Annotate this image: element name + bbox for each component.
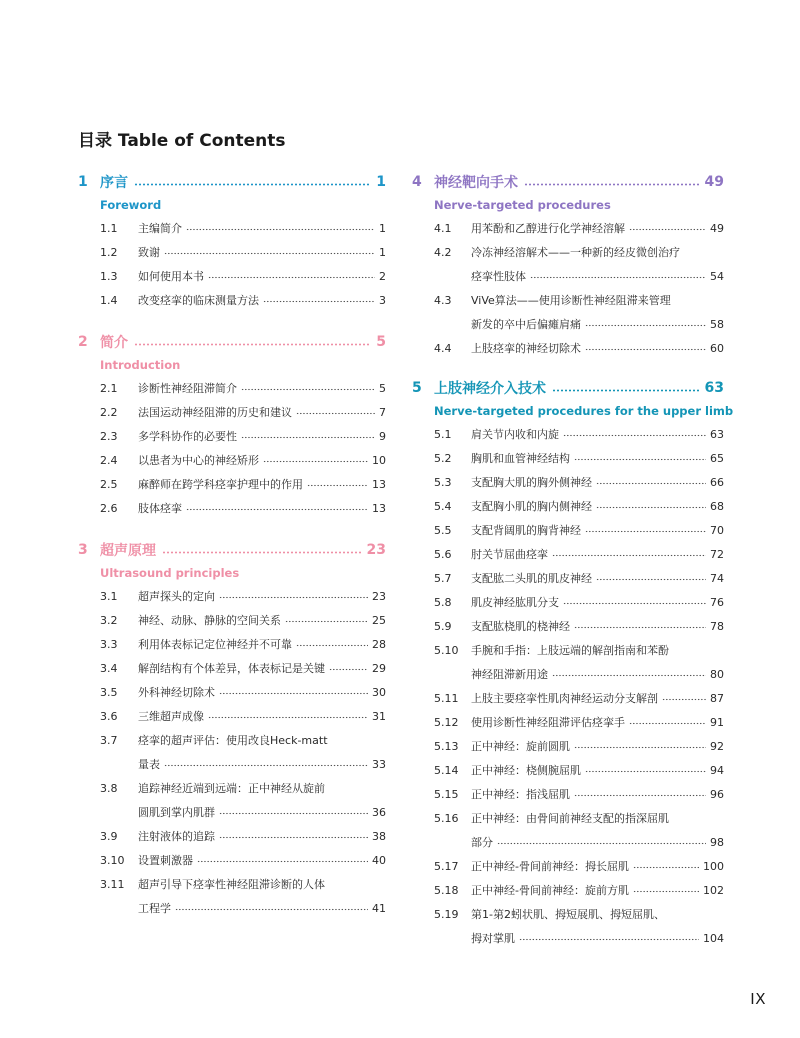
entry-title: 肘关节屈曲痉挛 xyxy=(471,548,548,561)
entry-title: 上肢主要痉挛性肌肉神经运动分支解剖 xyxy=(471,692,658,705)
entry-page: 68 xyxy=(710,499,724,513)
entry-title: 多学科协作的必要性 xyxy=(138,430,237,443)
entry-page: 36 xyxy=(372,805,386,819)
entry-title: 肌皮神经肱肌分支 xyxy=(471,596,559,609)
leader-dots xyxy=(596,482,706,485)
entry-title: 肢体痉挛 xyxy=(138,502,182,515)
toc-entry-3-7[interactable] xyxy=(78,728,386,776)
entry-title-continued: 拇对掌肌 xyxy=(471,932,515,945)
chapter-page: 23 xyxy=(366,542,386,558)
entry-number: 5.19 xyxy=(434,907,459,921)
chapter-5 xyxy=(412,376,734,422)
entry-title: 致谢 xyxy=(138,246,160,259)
entry-page: 5 xyxy=(379,381,386,395)
toc-entry-1-2[interactable] xyxy=(78,240,386,264)
entry-page: 7 xyxy=(379,405,386,419)
page-title: 目录 Table of Contents xyxy=(78,131,286,151)
toc-entry-2-6[interactable] xyxy=(78,496,386,520)
leader-dots xyxy=(219,596,368,599)
entry-page: 87 xyxy=(710,691,724,705)
entry-title-continued: 新发的卒中后偏瘫肩痛 xyxy=(471,318,581,331)
toc-entry-3-5[interactable] xyxy=(78,680,386,704)
leader-dots xyxy=(585,348,706,351)
toc-entry-2-2[interactable] xyxy=(78,400,386,424)
entry-title: 如何使用本书 xyxy=(138,270,204,283)
leader-dots xyxy=(134,343,370,346)
toc-entry-5-14[interactable] xyxy=(412,758,724,782)
entry-number: 2.4 xyxy=(100,453,118,467)
entry-title: 超声探头的定向 xyxy=(138,590,215,603)
entry-page: 30 xyxy=(372,685,386,699)
entry-title: 以患者为中心的神经矫形 xyxy=(138,454,259,467)
entry-title: 改变痉挛的临床测量方法 xyxy=(138,294,259,307)
entry-page: 1 xyxy=(379,245,386,259)
leader-dots xyxy=(219,692,368,695)
chapter-heading[interactable] xyxy=(78,538,386,562)
leader-dots xyxy=(574,794,706,797)
entry-title: 注射液体的追踪 xyxy=(138,830,215,843)
entry-page: 25 xyxy=(372,613,386,627)
entry-title: 使用诊断性神经阻滞评估痉挛手 xyxy=(471,716,625,729)
leader-dots xyxy=(524,183,699,186)
leader-dots xyxy=(552,674,706,677)
toc-entry-5-6[interactable] xyxy=(412,542,724,566)
chapter-number: 2 xyxy=(78,334,88,350)
entry-page: 63 xyxy=(710,427,724,441)
entry-page: 92 xyxy=(710,739,724,753)
entry-title: 胸肌和血管神经结构 xyxy=(471,452,570,465)
entry-number: 2.5 xyxy=(100,477,118,491)
entry-title: 正中神经-骨间前神经：旋前方肌 xyxy=(471,884,629,897)
leader-dots xyxy=(596,578,706,581)
leader-dots xyxy=(662,698,706,701)
entry-number: 3.11 xyxy=(100,877,125,891)
entry-number: 4.1 xyxy=(434,221,452,235)
entry-title-continued: 量表 xyxy=(138,758,160,771)
leader-dots xyxy=(296,644,368,647)
entry-page: 74 xyxy=(710,571,724,585)
entry-number: 2.3 xyxy=(100,429,118,443)
entry-page: 72 xyxy=(710,547,724,561)
entry-title: 支配肱桡肌的桡神经 xyxy=(471,620,570,633)
entry-title: 支配背阔肌的胸背神经 xyxy=(471,524,581,537)
chapter-number: 4 xyxy=(412,174,422,190)
entry-page: 94 xyxy=(710,763,724,777)
chapter-heading[interactable] xyxy=(412,376,724,400)
toc-entry-5-3[interactable] xyxy=(412,470,724,494)
entry-number: 5.1 xyxy=(434,427,452,441)
chapter-title: 简介 xyxy=(100,335,128,351)
entry-title: 正中神经：旋前圆肌 xyxy=(471,740,570,753)
leader-dots xyxy=(296,412,375,415)
entry-number: 5.11 xyxy=(434,691,459,705)
leader-dots xyxy=(164,252,375,255)
leader-dots xyxy=(552,554,706,557)
entry-number: 5.12 xyxy=(434,715,459,729)
entry-page: 49 xyxy=(710,221,724,235)
entry-number: 2.1 xyxy=(100,381,118,395)
entry-number: 5.2 xyxy=(434,451,452,465)
chapter-heading[interactable] xyxy=(78,170,386,194)
toc-entry-5-1[interactable] xyxy=(412,422,724,446)
entry-title: 设置刺激器 xyxy=(138,854,193,867)
entry-page: 76 xyxy=(710,595,724,609)
entry-title: 正中神经：指浅屈肌 xyxy=(471,788,570,801)
entry-number: 5.4 xyxy=(434,499,452,513)
entry-page: 41 xyxy=(372,901,386,915)
leader-dots xyxy=(585,324,706,327)
toc-entry-5-5[interactable] xyxy=(412,518,724,542)
entry-title: 上肢痉挛的神经切除术 xyxy=(471,342,581,355)
leader-dots xyxy=(329,668,368,671)
entry-page: 96 xyxy=(710,787,724,801)
entry-title: 支配胸小肌的胸内侧神经 xyxy=(471,500,592,513)
entry-title: ViVe算法——使用诊断性神经阻滞来管理 xyxy=(471,294,671,307)
leader-dots xyxy=(208,716,368,719)
entry-title-continued: 部分 xyxy=(471,836,493,849)
leader-dots xyxy=(285,620,368,623)
entry-title: 支配胸大肌的胸外侧神经 xyxy=(471,476,592,489)
toc-entry-5-15[interactable] xyxy=(412,782,724,806)
toc-entry-5-10[interactable] xyxy=(412,638,724,686)
toc-entry-5-12[interactable] xyxy=(412,710,724,734)
entry-page: 54 xyxy=(710,269,724,283)
entry-title-continued: 工程学 xyxy=(138,902,171,915)
entry-number: 5.3 xyxy=(434,475,452,489)
chapter-page: 49 xyxy=(704,174,724,190)
entry-title: 神经、动脉、静脉的空间关系 xyxy=(138,614,281,627)
leader-dots xyxy=(563,602,706,605)
entry-page: 13 xyxy=(372,477,386,491)
entry-number: 4.2 xyxy=(434,245,452,259)
entry-number: 5.14 xyxy=(434,763,459,777)
entry-number: 5.15 xyxy=(434,787,459,801)
entry-title: 三维超声成像 xyxy=(138,710,204,723)
toc-entry-3-6[interactable] xyxy=(78,704,386,728)
entry-page: 9 xyxy=(379,429,386,443)
entry-number: 3.4 xyxy=(100,661,118,675)
entry-number: 3.2 xyxy=(100,613,118,627)
leader-dots xyxy=(307,484,368,487)
entry-page: 28 xyxy=(372,637,386,651)
entry-number: 5.18 xyxy=(434,883,459,897)
leader-dots xyxy=(519,938,699,941)
entry-title: 痉挛的超声评估：使用改良Heck-matt xyxy=(138,734,328,747)
entry-page: 66 xyxy=(710,475,724,489)
leader-dots xyxy=(585,770,706,773)
entry-page: 58 xyxy=(710,317,724,331)
entry-title-continued: 圆肌到掌内肌群 xyxy=(138,806,215,819)
leader-dots xyxy=(164,764,368,767)
leader-dots xyxy=(629,722,706,725)
entry-number: 4.4 xyxy=(434,341,452,355)
entry-page: 38 xyxy=(372,829,386,843)
toc-entry-2-1[interactable] xyxy=(78,376,386,400)
entry-page: 31 xyxy=(372,709,386,723)
toc-entry-3-10[interactable] xyxy=(78,848,386,872)
entry-title: 解剖结构有个体差异，体表标记是关键 xyxy=(138,662,325,675)
chapter-heading[interactable] xyxy=(78,330,386,354)
leader-dots xyxy=(186,508,368,511)
toc-entry-5-13[interactable] xyxy=(412,734,724,758)
entry-number: 5.5 xyxy=(434,523,452,537)
entry-number: 1.2 xyxy=(100,245,118,259)
leader-dots xyxy=(552,389,699,392)
leader-dots xyxy=(596,506,706,509)
entry-number: 5.16 xyxy=(434,811,459,825)
leader-dots xyxy=(633,866,699,869)
entry-number: 5.8 xyxy=(434,595,452,609)
toc-entry-3-8[interactable] xyxy=(78,776,386,824)
entry-page: 1 xyxy=(379,221,386,235)
leader-dots xyxy=(162,551,361,554)
entry-title: 支配肱二头肌的肌皮神经 xyxy=(471,572,592,585)
leader-dots xyxy=(574,626,706,629)
chapter-english-title: Ultrasound principles xyxy=(100,566,240,580)
toc-entry-1-4[interactable] xyxy=(78,288,386,312)
leader-dots xyxy=(563,434,706,437)
entry-title: 正中神经：由骨间前神经支配的指深屈肌 xyxy=(471,812,669,825)
leader-dots xyxy=(263,300,375,303)
leader-dots xyxy=(219,836,368,839)
toc-entry-4-3[interactable] xyxy=(412,288,724,336)
entry-title: 第1-第2蚓状肌、拇短展肌、拇短屈肌、 xyxy=(471,908,665,921)
chapter-2 xyxy=(78,330,386,376)
chapter-number: 1 xyxy=(78,174,88,190)
entry-page: 100 xyxy=(703,859,724,873)
entry-number: 3.10 xyxy=(100,853,125,867)
toc-entry-5-16[interactable] xyxy=(412,806,724,854)
chapter-3 xyxy=(78,538,386,584)
leader-dots xyxy=(197,860,368,863)
entry-page: 23 xyxy=(372,589,386,603)
leader-dots xyxy=(263,460,368,463)
entry-page: 29 xyxy=(372,661,386,675)
toc-entry-4-4[interactable] xyxy=(412,336,724,360)
entry-page: 70 xyxy=(710,523,724,537)
toc-entry-5-2[interactable] xyxy=(412,446,724,470)
entry-page: 102 xyxy=(703,883,724,897)
chapter-heading[interactable] xyxy=(412,170,724,194)
toc-entry-4-2[interactable] xyxy=(412,240,724,288)
chapter-english-title: Nerve-targeted procedures xyxy=(434,198,611,212)
toc-entry-5-4[interactable] xyxy=(412,494,724,518)
entry-number: 5.10 xyxy=(434,643,459,657)
toc-entry-3-2[interactable] xyxy=(78,608,386,632)
entry-number: 2.2 xyxy=(100,405,118,419)
leader-dots xyxy=(574,458,706,461)
entry-page: 10 xyxy=(372,453,386,467)
chapter-page: 63 xyxy=(704,380,724,396)
toc-entry-3-1[interactable] xyxy=(78,584,386,608)
entry-number: 3.8 xyxy=(100,781,118,795)
entry-title-continued: 痉挛性肢体 xyxy=(471,270,526,283)
toc-entry-5-9[interactable] xyxy=(412,614,724,638)
entry-page: 33 xyxy=(372,757,386,771)
chapter-title: 序言 xyxy=(100,175,128,191)
toc-column-right xyxy=(412,170,734,950)
entry-number: 3.7 xyxy=(100,733,118,747)
entry-title-continued: 神经阻滞新用途 xyxy=(471,668,548,681)
chapter-title: 超声原理 xyxy=(100,543,156,559)
entry-title: 法国运动神经阻滞的历史和建议 xyxy=(138,406,292,419)
leader-dots xyxy=(241,436,375,439)
entry-title: 外科神经切除术 xyxy=(138,686,215,699)
entry-title: 麻醉师在跨学科痉挛护理中的作用 xyxy=(138,478,303,491)
toc-entry-4-1[interactable] xyxy=(412,216,724,240)
entry-title: 用苯酚和乙醇进行化学神经溶解 xyxy=(471,222,625,235)
chapter-4 xyxy=(412,170,724,216)
toc-entry-5-7[interactable] xyxy=(412,566,724,590)
chapter-english-title: Nerve-targeted procedures for the upper limb xyxy=(434,404,734,418)
entry-number: 1.3 xyxy=(100,269,118,283)
chapter-title: 上肢神经介入技术 xyxy=(434,381,546,397)
leader-dots xyxy=(530,276,706,279)
leader-dots xyxy=(633,890,699,893)
entry-title: 冷冻神经溶解术——一种新的经皮微创治疗 xyxy=(471,246,680,259)
page-number: IX xyxy=(750,990,766,1008)
leader-dots xyxy=(574,746,706,749)
entry-number: 5.9 xyxy=(434,619,452,633)
leader-dots xyxy=(219,812,368,815)
entry-number: 2.6 xyxy=(100,501,118,515)
chapter-number: 3 xyxy=(78,542,88,558)
entry-number: 3.9 xyxy=(100,829,118,843)
entry-number: 5.7 xyxy=(434,571,452,585)
entry-page: 40 xyxy=(372,853,386,867)
entry-page: 2 xyxy=(379,269,386,283)
toc-entry-2-3[interactable] xyxy=(78,424,386,448)
entry-number: 3.1 xyxy=(100,589,118,603)
entry-number: 3.6 xyxy=(100,709,118,723)
toc-entry-5-18[interactable] xyxy=(412,878,724,902)
toc-entry-2-4[interactable] xyxy=(78,448,386,472)
chapter-english-title: Foreword xyxy=(100,198,162,212)
toc-column-left xyxy=(78,170,386,920)
entry-title: 正中神经-骨间前神经：拇长屈肌 xyxy=(471,860,629,873)
entry-number: 4.3 xyxy=(434,293,452,307)
entry-number: 3.3 xyxy=(100,637,118,651)
leader-dots xyxy=(208,276,375,279)
chapter-page: 1 xyxy=(376,174,386,190)
leader-dots xyxy=(186,228,375,231)
chapter-english-title: Introduction xyxy=(100,358,181,372)
toc-entry-5-11[interactable] xyxy=(412,686,724,710)
entry-number: 5.13 xyxy=(434,739,459,753)
entry-page: 78 xyxy=(710,619,724,633)
entry-page: 3 xyxy=(379,293,386,307)
leader-dots xyxy=(175,908,368,911)
entry-number: 1.4 xyxy=(100,293,118,307)
entry-title: 正中神经：桡侧腕屈肌 xyxy=(471,764,581,777)
entry-title: 诊断性神经阻滞简介 xyxy=(138,382,237,395)
leader-dots xyxy=(134,183,370,186)
chapter-title: 神经靶向手术 xyxy=(434,175,518,191)
entry-title: 利用体表标记定位神经并不可靠 xyxy=(138,638,292,651)
entry-title: 肩关节内收和内旋 xyxy=(471,428,559,441)
entry-page: 98 xyxy=(710,835,724,849)
entry-page: 60 xyxy=(710,341,724,355)
chapter-page: 5 xyxy=(376,334,386,350)
toc-entry-2-5[interactable] xyxy=(78,472,386,496)
entry-title: 手腕和手指：上肢远端的解剖指南和苯酚 xyxy=(471,644,669,657)
toc-entry-5-19[interactable] xyxy=(412,902,724,950)
entry-title: 超声引导下痉挛性神经阻滞诊断的人体 xyxy=(138,878,325,891)
entry-page: 65 xyxy=(710,451,724,465)
leader-dots xyxy=(497,842,706,845)
toc-entry-5-8[interactable] xyxy=(412,590,724,614)
entry-page: 91 xyxy=(710,715,724,729)
leader-dots xyxy=(241,388,375,391)
toc-entry-5-17[interactable] xyxy=(412,854,724,878)
toc-entry-1-3[interactable] xyxy=(78,264,386,288)
entry-title: 主编简介 xyxy=(138,222,182,235)
entry-page: 80 xyxy=(710,667,724,681)
chapter-1 xyxy=(78,170,386,216)
toc-entry-1-1[interactable] xyxy=(78,216,386,240)
leader-dots xyxy=(629,228,706,231)
entry-number: 5.6 xyxy=(434,547,452,561)
entry-title: 追踪神经近端到远端：正中神经从旋前 xyxy=(138,782,325,795)
entry-number: 5.17 xyxy=(434,859,459,873)
entry-number: 1.1 xyxy=(100,221,118,235)
leader-dots xyxy=(585,530,706,533)
entry-page: 13 xyxy=(372,501,386,515)
toc-entry-3-9[interactable] xyxy=(78,824,386,848)
toc-entry-3-4[interactable] xyxy=(78,656,386,680)
toc-entry-3-11[interactable] xyxy=(78,872,386,920)
toc-entry-3-3[interactable] xyxy=(78,632,386,656)
chapter-number: 5 xyxy=(412,380,422,396)
entry-number: 3.5 xyxy=(100,685,118,699)
entry-page: 104 xyxy=(703,931,724,945)
